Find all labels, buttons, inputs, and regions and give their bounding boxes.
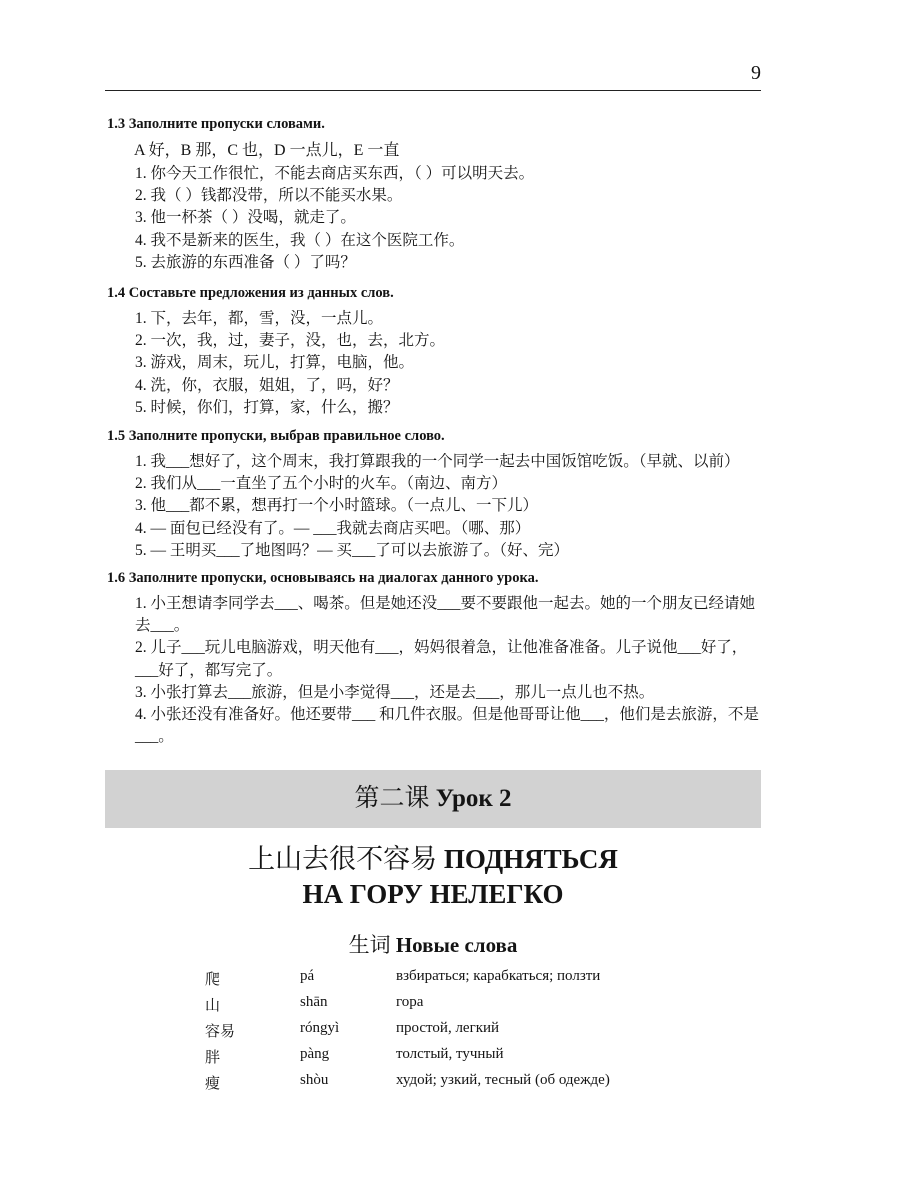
exercise-item: 1. 我___想好了，这个周末，我打算跟我的一个同学一起去中国饭馆吃饭。（早就、以前） <box>135 453 740 470</box>
exercise-1-3 <box>107 116 767 274</box>
header-rule <box>105 90 761 91</box>
exercise-item: 1. 你今天工作很忙，不能去商店买东西，（ ）可以明天去。 <box>135 165 535 182</box>
vocabulary-heading <box>105 929 761 959</box>
vocab-translation: взбираться; карабкаться; ползти <box>396 968 601 984</box>
vocab-hanzi: 瘦 <box>205 1076 221 1092</box>
exercise-title: 1.4 Составьте предложения из данных слов. <box>107 285 394 301</box>
exercise-item: 4. 我不是新来的医生，我（ ）在这个医院工作。 <box>135 231 465 249</box>
exercise-item: 3. 他___都不累，想再打一个小时篮球。（一点儿、一下儿） <box>135 497 539 515</box>
lesson-number-zh: 第二课 <box>354 785 430 812</box>
exercise-item: 5. 去旅游的东西准备（ ）了吗？ <box>135 253 356 271</box>
vocab-hanzi: 爬 <box>205 972 221 988</box>
lesson-number-ru: Урок 2 <box>435 785 512 812</box>
exercise-item: 3. 他一杯茶（ ）没喝，就走了。 <box>135 209 356 227</box>
exercise-item: 1. 下，去年，都，雪，没，一点儿。 <box>135 310 384 327</box>
vocab-translation: гора <box>396 994 424 1010</box>
exercise-item: 2. 一次，我，过，妻子，没，也，去，北方。 <box>135 332 446 350</box>
exercise-item: 4. 小张还没有准备好。他还要带___ 和几件衣服。但是他哥哥让他___，他们是去旅游，不是___。 <box>135 706 759 746</box>
exercise-item: 4. — 面包已经没有了。— ___我就去商店买吧。（哪、那） <box>135 519 531 537</box>
exercise-1-5 <box>107 428 767 562</box>
exercise-title: 1.5 Заполните пропуски, выбрав правильное слово. <box>107 428 445 444</box>
exercise-item: 2. 我们从___一直坐了五个小时的火车。（南边、南方） <box>135 475 508 493</box>
vocab-translation: простой, легкий <box>396 1020 500 1036</box>
vocab-hanzi: 容易 <box>205 1024 236 1040</box>
vocab-translation: толстый, тучный <box>396 1046 504 1062</box>
lesson-title-ru-line1: ПОДНЯТЬСЯ <box>443 844 618 874</box>
vocab-translation: худой; узкий, тесный (об одежде) <box>396 1072 610 1088</box>
exercise-1-4 <box>107 285 767 419</box>
exercise-item: 3. 游戏，周末，玩儿，打算，电脑，他。 <box>135 354 415 372</box>
vocab-hanzi: 山 <box>205 998 221 1014</box>
exercise-item: 2. 儿子___玩儿电脑游戏，明天他有___，妈妈很着急，让他准备准备。儿子说他___好了，___好了，都写完了。 <box>135 639 748 679</box>
exercise-item: 3. 小张打算去___旅游，但是小李觉得___，还是去___，那儿一点儿也不热。 <box>135 683 655 701</box>
vocabulary-heading-zh: 生词 <box>348 933 391 957</box>
vocab-pinyin: róngyì <box>300 1020 340 1036</box>
vocab-hanzi: 胖 <box>205 1050 221 1066</box>
lesson-title-ru-line2: НА ГОРУ НЕЛЕГКО <box>302 879 564 909</box>
exercise-item: 5. 时候，你们，打算，家，什么，搬？ <box>135 398 399 416</box>
exercise-item: 1. 小王想请李同学去___、喝茶。但是她还没___要不要跟他一起去。她的一个朋友已经请她去___。 <box>135 595 756 635</box>
exercise-item: 4. 洗，你，衣服，姐姐，了，吗，好？ <box>135 376 399 394</box>
vocabulary-heading-ru: Новые слова <box>395 933 518 957</box>
lesson-title-zh: 上山去很不容易 <box>248 844 438 874</box>
vocab-pinyin: shān <box>300 994 328 1010</box>
exercise-1-6 <box>107 570 767 748</box>
vocab-pinyin: pá <box>300 968 315 984</box>
page-number: 9 <box>751 62 761 84</box>
exercise-item: 2. 我（ ）钱都没带，所以不能买水果。 <box>135 187 403 205</box>
exercise-title: 1.6 Заполните пропуски, основываясь на диалогах данного урока. <box>107 570 539 586</box>
exercise-title: 1.3 Заполните пропуски словами. <box>107 116 325 132</box>
exercise-item: 5. — 王明买___了地图吗？— 买___了可以去旅游了。（好、完） <box>135 541 570 559</box>
vocab-pinyin: pàng <box>300 1046 330 1062</box>
word-options: A 好，B 那，C 也，D 一点儿，E 一直 <box>134 142 400 159</box>
lesson-band <box>105 770 761 828</box>
lesson-title <box>105 842 761 912</box>
vocab-pinyin: shòu <box>300 1072 329 1088</box>
